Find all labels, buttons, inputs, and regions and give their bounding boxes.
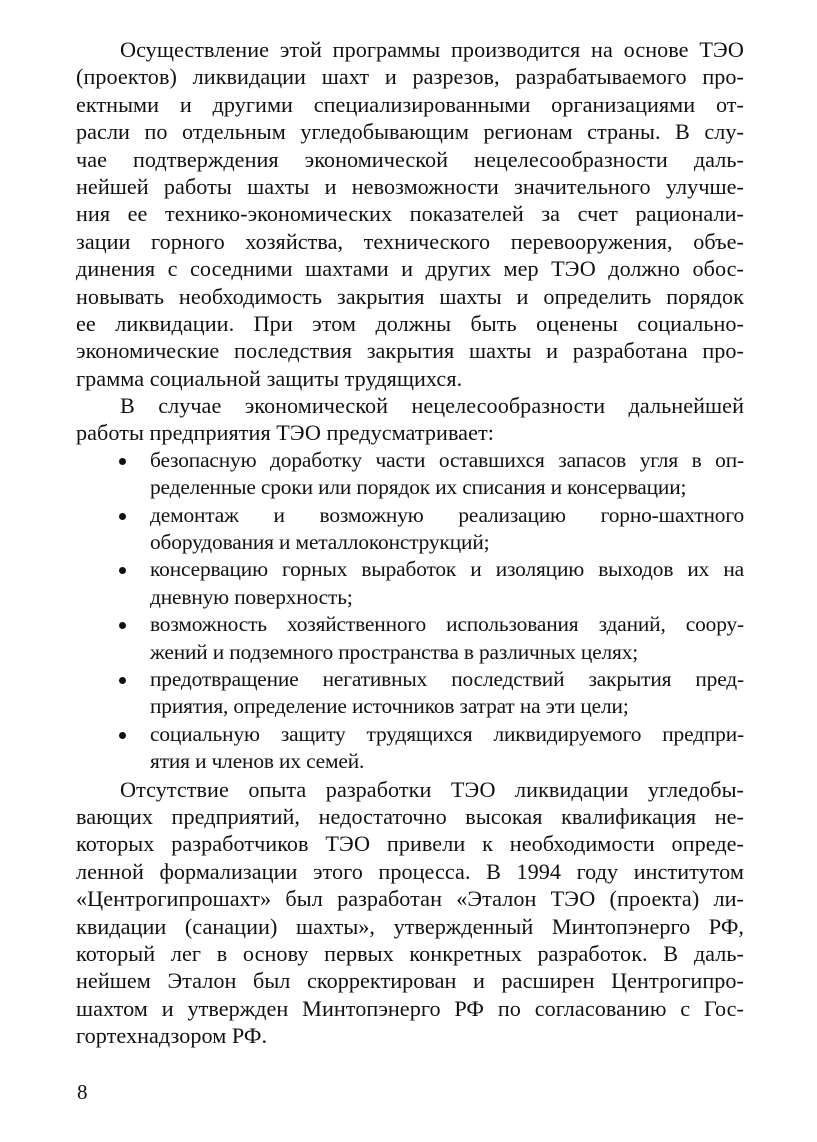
text-line: социальную защиту трудящихся ликвидируемого предпри- [150, 721, 744, 746]
text-line: шахтом и утвержден Минтопэнерго РФ по согласованию с Гос- [76, 995, 744, 1021]
paragraph-1 [76, 36, 744, 392]
text-line: ее ликвидации. При этом должны быть оценены социально- [76, 310, 744, 336]
list-item [76, 721, 744, 776]
text-line: новывать необходимость закрытия шахты и определить порядок [76, 283, 744, 309]
text-line: безопасную доработку части оставшихся запасов угля в оп- [150, 447, 744, 472]
list-item [76, 447, 744, 502]
text-line: расли по отдельным угледобывающим регионам страны. В слу- [76, 119, 744, 145]
list-item [76, 556, 744, 611]
text-line: экономические последствия закрытия шахты и разработана про- [76, 338, 744, 364]
list-item [76, 502, 744, 557]
paragraph-3 [76, 776, 744, 1050]
text-line: работы предприятия ТЭО предусматривает: [76, 420, 494, 446]
text-line: квидации (санации) шахты», утвержденный Минтопэнерго РФ, [76, 913, 744, 939]
text-line: «Центрогипрошахт» был разработан «Эталон ТЭО (проекта) ли- [76, 886, 744, 912]
text-line: который лег в основу первых конкретных разработок. В даль- [76, 940, 744, 966]
text-line: возможность хозяйственного использования зданий, соору- [150, 612, 744, 637]
list-item [76, 666, 744, 721]
list-item [76, 611, 744, 666]
page-number: 8 [77, 1080, 88, 1104]
bullet-icon [119, 567, 126, 574]
text-line: нейшей работы шахты и невозможности значительного улучше- [76, 173, 744, 199]
text-line: Осуществление этой программы производится на основе ТЭО [120, 37, 744, 62]
bullet-list [76, 447, 744, 776]
text-line: ленной формализации этого процесса. В 1994 году институтом [76, 858, 744, 884]
text-line: дневную поверхность; [150, 584, 353, 609]
text-line: динения с соседними шахтами и других мер ТЭО должно обос- [76, 256, 744, 282]
bullet-icon [119, 513, 126, 520]
text-line: оборудования и металлоконструкций; [150, 530, 490, 555]
text-line: вающих предприятий, недостаточно высокая квалификация не- [76, 803, 744, 829]
paragraph-2 [76, 392, 744, 447]
text-line: чае подтверждения экономической нецелесообразности даль- [76, 146, 744, 172]
text-line: которых разработчиков ТЭО привели к необходимости опреде- [76, 831, 744, 857]
text-line: демонтаж и возможную реализацию горно-шахтного [150, 502, 744, 527]
bullet-icon [119, 622, 126, 629]
bullet-icon [119, 677, 126, 684]
text-line: консервацию горных выработок и изоляцию выходов их на [150, 557, 744, 582]
text-line: жений и подземного пространства в различных целях; [150, 639, 639, 664]
text-line: гортехнадзором РФ. [76, 1023, 268, 1049]
text-line: предотвращение негативных последствий закрытия пред- [150, 666, 744, 691]
text-line: зации горного хозяйства, технического перевооружения, объе- [76, 228, 744, 254]
text-line: ния ее технико-экономических показателей за счет рационали- [76, 201, 744, 227]
text-line: ектными и другими специализированными организациями от- [76, 91, 744, 117]
text-line: Отсутствие опыта разработки ТЭО ликвидации угледобы- [120, 776, 744, 802]
text-line: ятия и членов их семей. [150, 749, 365, 774]
bullet-icon [119, 458, 126, 465]
bullet-icon [119, 732, 126, 739]
page-body [76, 36, 744, 1049]
text-line: грамма социальной защиты трудящихся. [76, 365, 463, 391]
text-line: В случае экономической нецелесообразности дальнейшей [120, 393, 744, 419]
text-line: нейшем Эталон был скорректирован и расширен Центрогипро- [76, 968, 744, 994]
text-line: (проектов) ликвидации шахт и разрезов, разрабатываемого про- [76, 64, 744, 90]
text-line: ределенные сроки или порядок их списания и консервации; [150, 475, 687, 500]
text-line: приятия, определение источников затрат на эти цели; [150, 694, 629, 719]
